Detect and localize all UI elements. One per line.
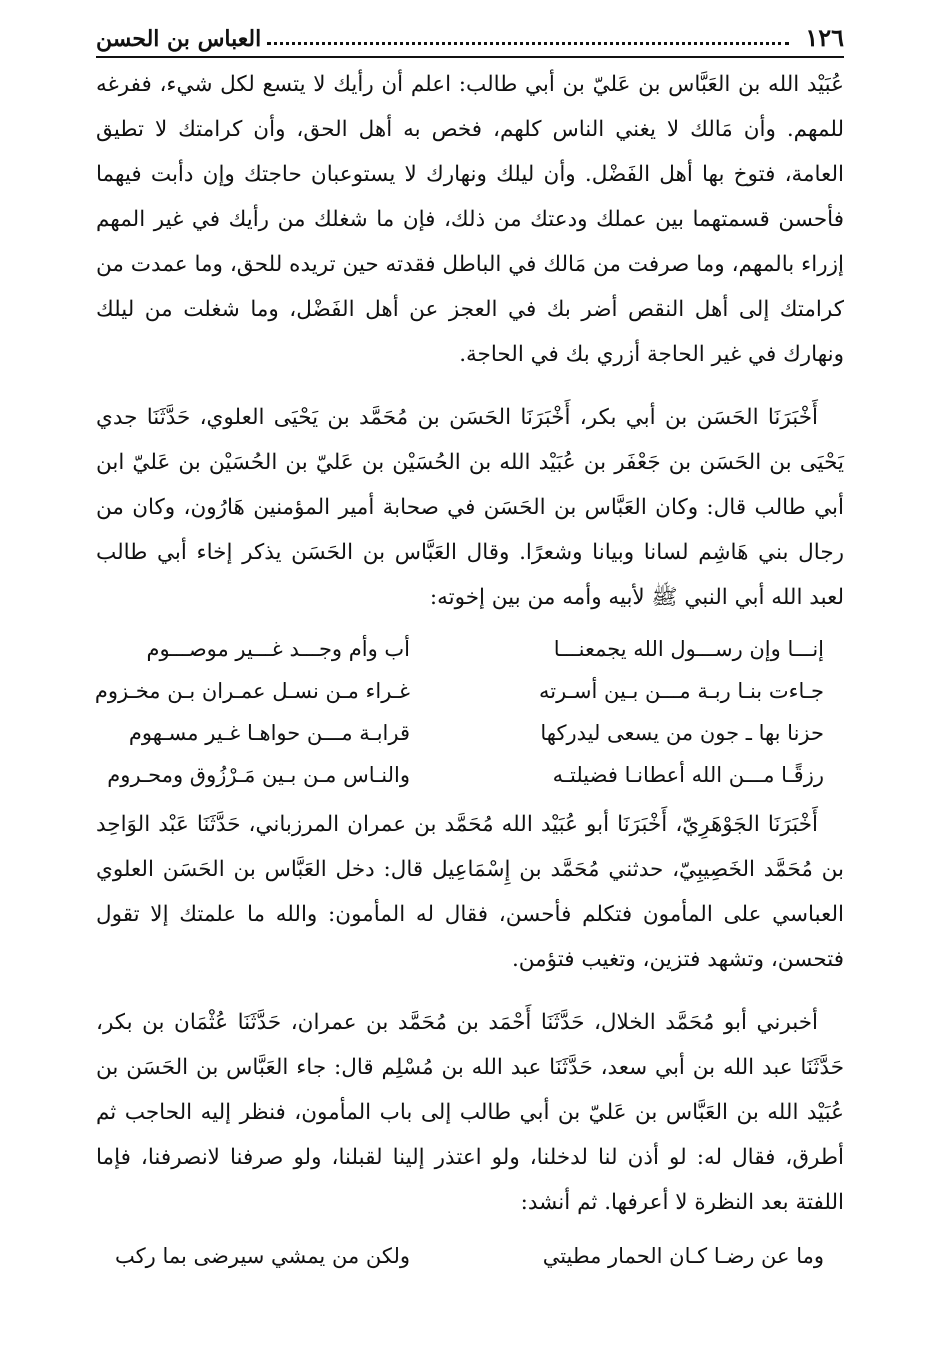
verse-second-hemistich: قرابـة مـــن حواهـا غـير مسـهوم (128, 721, 410, 745)
paragraph-4: أخبرني أبو مُحَمَّد الخلال، حَدَّثَنَا أَحْمَد بن مُحَمَّد بن عمران، حَدَّثَنَا عُثْمَان بن بكر، حَدَّثَنَا عبد الله بن أبي سعد، حَدَّثَنَا عبد الله بن مُسْلِم قال: جاء العَبَّاس بن الحَسَن بن عُبَيْد الله بن العَبَّاس بن عَليّ بن أبي طالب إلى باب المأمون، فنظر إليه الحاجب ثم أطرق، فقال له: لو أذن لنا لدخلنا، ولو اعتذر إلينا لقبلنا، ولو صرفنا لانصرفنا، فإما اللفتة بعد النظرة لا أعرفها. ثم أنشد: (96, 1010, 844, 1215)
final-verse (96, 1235, 844, 1277)
verse-first-hemistich: وما عن رضـا كـان الحمار مطيتي (542, 1244, 824, 1268)
paragraph-1: عُبَيْد الله بن العَبَّاس بن عَليّ بن أبي طالب: اعلم أن رأيك لا يتسع لكل شيء، ففرغه للمهم. وأن مَالك لا يغني الناس كلهم، فخص به أهل الحق، وأن كرامتك لا تطيق العامة، فتوخ بها أهل الفَضْل. وأن ليلك ونهارك لا يستوعبان حاجتك وإن دأبت فيهما فأحسن قسمتهما بين عملك ودعتك من ذلك، فإن ما شغلك من رأيك في غير المهم إزراء بالمهم، وما صرفت من مَالك في الباطل فقدته حين تريده للحق، وما عمدت من كرامتك إلى أهل النقص أضر بك في العجز عن أهل الفَضْل، وما شغلت من ليلك ونهارك في غير الحاجة أزري بك في الحاجة. (96, 72, 844, 367)
poem-verse (96, 754, 844, 796)
running-title: العباس بن الحسن (96, 26, 262, 52)
verse-second-hemistich: أب وأم وجـــد غـــير موصـــوم (146, 637, 410, 661)
verse-second-hemistich: ولكن من يمشي سيرضى بما ركب (115, 1244, 410, 1268)
page-header (96, 18, 844, 58)
verse-first-hemistich: جـاءت بنـا ربـة مـــن بـين أسـرته (539, 679, 824, 703)
verse-second-hemistich: والنـاس مـن بـين مَـرْزُوق ومحـروم (107, 763, 410, 787)
verse-first-hemistich: رزقًـا مـــن الله أعطانـا فضيلتـه (552, 763, 824, 787)
poem-verse (96, 670, 844, 712)
poem (96, 628, 844, 796)
header-leader-dots (267, 42, 789, 45)
book-page (96, 18, 844, 1277)
paragraph-2: أَخْبَرَنَا الحَسَن بن أبي بكر، أَخْبَرَنَا الحَسَن بن مُحَمَّد بن يَحْيَى العلوي، حَدَّثَنَا جدي يَحْيَى بن الحَسَن بن جَعْفَر بن عُبَيْد الله بن الحُسَيْن بن عَليّ بن الحُسَيْن بن عَليّ ابن أبي طالب قال: وكان العَبَّاس بن الحَسَن في صحابة أمير المؤمنين هَارُون، وكان من رجال بني هَاشِم لسانا وبيانا وشعرًا. وقال العَبَّاس بن الحَسَن يذكر إخاء أبي طالب لعبد الله أبي النبي ﷺ لأبيه وأمه من بين إخوته: (96, 405, 844, 610)
page-number: ١٢٦ (805, 23, 844, 52)
verse-first-hemistich: حزنا بها ـ جون من يسعى ليدركها (540, 721, 824, 745)
poem-verse (96, 628, 844, 670)
poem-verse (96, 712, 844, 754)
paragraph-3: أَخْبَرَنَا الجَوْهَرِيّ، أَخْبَرَنَا أبو عُبَيْد الله مُحَمَّد بن عمران المرزباني، حَدَّثَنَا عَبْد الوَاحِد بن مُحَمَّد الخَصِيبِيّ، حدثني مُحَمَّد بن إِسْمَاعِيل قال: دخل العَبَّاس بن الحَسَن العلوي العباسي على المأمون فتكلم فأحسن، فقال له المأمون: والله ما علمتك إلا تقول فتحسن، وتشهد فتزين، وتغيب فتؤمن. (96, 812, 844, 972)
verse-first-hemistich: إنـــا وإن رســـول الله يجمعنـــا (553, 637, 824, 661)
verse-second-hemistich: غـراء مـن نسـل عمـران بـن مخـزوم (94, 679, 410, 703)
